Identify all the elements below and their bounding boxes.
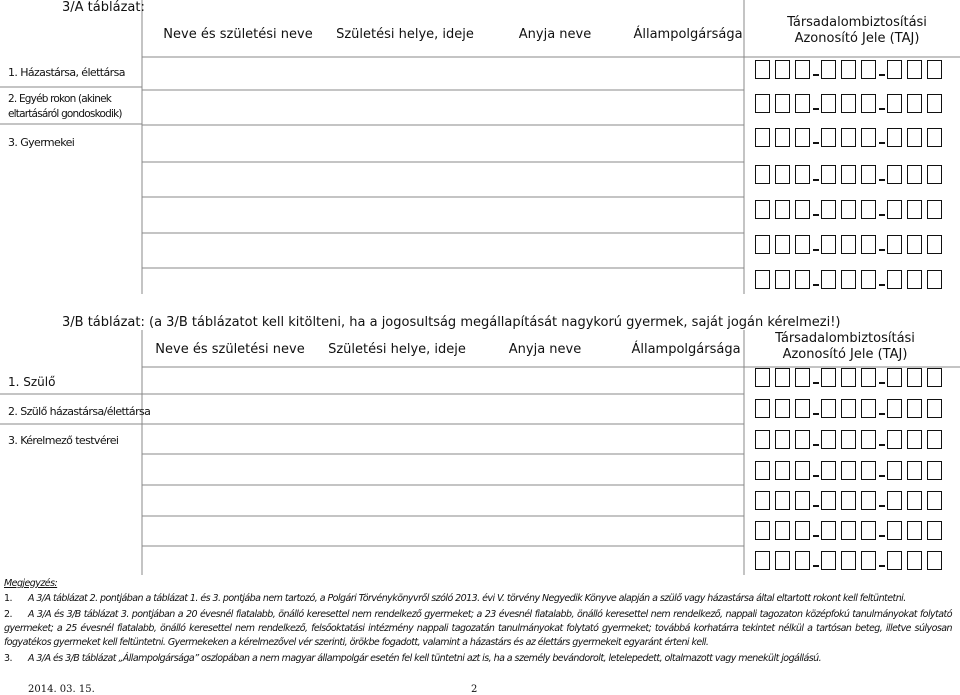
taj-dash [813, 565, 819, 567]
header-b-taj-line1: Társadalombiztosítási [775, 331, 915, 346]
taj-digit-box[interactable] [927, 461, 942, 480]
taj-dash [879, 108, 885, 110]
taj-digit-box[interactable] [841, 200, 856, 219]
taj-digit-box[interactable] [907, 270, 922, 289]
taj-digit-box[interactable] [907, 165, 922, 184]
taj-digit-box[interactable] [821, 491, 836, 510]
taj-dash [813, 142, 819, 144]
taj-digit-box[interactable] [907, 461, 922, 480]
taj-digit-box[interactable] [887, 521, 902, 540]
taj-digit-box[interactable] [907, 60, 922, 79]
taj-digit-box[interactable] [795, 461, 810, 480]
note-item [0, 652, 960, 666]
note-number: 3. [4, 653, 12, 664]
taj-digit-box[interactable] [841, 368, 856, 387]
taj-digit-box[interactable] [821, 60, 836, 79]
taj-digit-box[interactable] [821, 94, 836, 113]
taj-dash [813, 505, 819, 507]
taj-digit-box[interactable] [861, 94, 876, 113]
taj-input-b5[interactable] [755, 491, 955, 513]
taj-digit-box[interactable] [795, 235, 810, 254]
taj-digit-box[interactable] [907, 430, 922, 449]
header-b-taj-line2: Azonosító Jele (TAJ) [782, 347, 908, 362]
taj-digit-box[interactable] [887, 165, 902, 184]
taj-digit-box[interactable] [821, 368, 836, 387]
taj-digit-box[interactable] [887, 60, 902, 79]
taj-digit-box[interactable] [775, 551, 790, 570]
taj-digit-box[interactable] [841, 430, 856, 449]
taj-digit-box[interactable] [841, 165, 856, 184]
taj-digit-box[interactable] [861, 165, 876, 184]
notes-heading: Megjegyzés: [4, 578, 58, 589]
taj-digit-box[interactable] [907, 521, 922, 540]
taj-digit-box[interactable] [927, 128, 942, 147]
taj-input-a2[interactable] [755, 94, 955, 116]
taj-digit-box[interactable] [861, 551, 876, 570]
taj-digit-box[interactable] [755, 200, 770, 219]
note-number: 1. [4, 593, 12, 604]
taj-digit-box[interactable] [907, 368, 922, 387]
taj-digit-box[interactable] [927, 551, 942, 570]
note-text: A 3/A és 3/B táblázat 3. pontjában a 20 évesnél fiatalabb, önálló keresettel nem rendelkező gyermeket; a 23 évesnél fiatalabb, önálló keresettel nem rendelkező, nappali tagozaton középfokú tanulmányokat folytató gyermeket; a 25 évesnél fiatalabb, önálló keresettel nem rendelkező, felsőoktatási intézmény nappali tagozatán tanulmányokat folytató gyermeket; továbbá korhatárra tekintet nélkül a tartósan beteg, illetve súlyosan fogyatékos gyermeket kell feltüntetni. Gyermekeken a kérelmezővel vér szerinti, örökbe fogadott, valamint a házastárs és az élettárs gyermekeit egyaránt érteni kell. [4, 609, 952, 648]
taj-dash [879, 535, 885, 537]
taj-digit-box[interactable] [907, 399, 922, 418]
taj-digit-box[interactable] [755, 461, 770, 480]
taj-digit-box[interactable] [861, 399, 876, 418]
taj-digit-box[interactable] [861, 235, 876, 254]
taj-dash [813, 214, 819, 216]
row-label-siblings: 3. Kérelmező testvérei [8, 434, 119, 447]
taj-dash [813, 475, 819, 477]
taj-digit-box[interactable] [887, 551, 902, 570]
taj-dash [879, 249, 885, 251]
taj-digit-box[interactable] [861, 200, 876, 219]
taj-digit-box[interactable] [795, 128, 810, 147]
taj-digit-box[interactable] [861, 60, 876, 79]
taj-digit-box[interactable] [887, 461, 902, 480]
taj-dash [879, 565, 885, 567]
table-b-title: 3/B táblázat: (a 3/B táblázatot kell kitölteni, ha a jogosultság megállapítását nagykorú gyermek, saját jogán kérelmezi!) [62, 315, 841, 330]
taj-digit-box[interactable] [821, 128, 836, 147]
taj-digit-box[interactable] [775, 235, 790, 254]
taj-digit-box[interactable] [795, 94, 810, 113]
taj-digit-box[interactable] [821, 551, 836, 570]
taj-dash [879, 142, 885, 144]
taj-digit-box[interactable] [907, 128, 922, 147]
taj-digit-box[interactable] [775, 430, 790, 449]
taj-digit-box[interactable] [907, 235, 922, 254]
taj-digit-box[interactable] [887, 368, 902, 387]
taj-dash [813, 444, 819, 446]
taj-digit-box[interactable] [775, 200, 790, 219]
taj-digit-box[interactable] [927, 200, 942, 219]
taj-dash [813, 74, 819, 76]
taj-digit-box[interactable] [755, 94, 770, 113]
page-number: 2 [471, 684, 478, 695]
header-b-citizenship: Állampolgársága [631, 342, 741, 357]
note-item [0, 592, 960, 606]
taj-digit-box[interactable] [755, 60, 770, 79]
header-b-taj [740, 331, 950, 363]
taj-dash [879, 444, 885, 446]
taj-dash [813, 535, 819, 537]
taj-digit-box[interactable] [755, 551, 770, 570]
taj-dash [813, 249, 819, 251]
taj-dash [813, 179, 819, 181]
taj-digit-box[interactable] [795, 551, 810, 570]
taj-digit-box[interactable] [887, 270, 902, 289]
taj-input-b6[interactable] [755, 521, 955, 543]
taj-digit-box[interactable] [861, 270, 876, 289]
taj-digit-box[interactable] [795, 368, 810, 387]
header-mother: Anyja neve [518, 27, 592, 42]
row-label-parent: 1. Szülő [8, 375, 56, 389]
taj-digit-box[interactable] [861, 128, 876, 147]
taj-dash [813, 382, 819, 384]
taj-digit-box[interactable] [755, 491, 770, 510]
taj-digit-box[interactable] [841, 521, 856, 540]
row-label-spouse: 1. Házastársa, élettársa [8, 66, 125, 79]
taj-dash [813, 108, 819, 110]
taj-digit-box[interactable] [927, 521, 942, 540]
taj-dash [879, 214, 885, 216]
taj-digit-box[interactable] [861, 491, 876, 510]
taj-dash [879, 505, 885, 507]
taj-dash [813, 413, 819, 415]
taj-digit-box[interactable] [841, 128, 856, 147]
taj-digit-box[interactable] [795, 430, 810, 449]
taj-digit-box[interactable] [887, 128, 902, 147]
taj-digit-box[interactable] [861, 430, 876, 449]
taj-digit-box[interactable] [907, 94, 922, 113]
taj-digit-box[interactable] [795, 521, 810, 540]
note-item [0, 608, 960, 652]
taj-digit-box[interactable] [887, 430, 902, 449]
header-taj [752, 15, 960, 47]
taj-digit-box[interactable] [841, 235, 856, 254]
taj-digit-box[interactable] [887, 200, 902, 219]
taj-digit-box[interactable] [775, 94, 790, 113]
taj-dash [879, 284, 885, 286]
note-text: A 3/A táblázat 2. pontjában a táblázat 1. és 3. pontjába nem tartozó, a Polgári Törvénykönyvről szóló 2013. évi V. törvény Negyedik Könyve alapján a szülő vagy házastársa által eltartott rokont kell feltüntetni. [28, 593, 906, 604]
row-label-parent-spouse: 2. Szülő házastársa/élettársa [8, 405, 151, 418]
taj-digit-box[interactable] [861, 461, 876, 480]
taj-digit-box[interactable] [795, 200, 810, 219]
taj-input-a4[interactable] [755, 165, 955, 187]
taj-digit-box[interactable] [841, 94, 856, 113]
taj-input-b7[interactable] [755, 551, 955, 573]
taj-digit-box[interactable] [821, 430, 836, 449]
taj-digit-box[interactable] [775, 399, 790, 418]
taj-digit-box[interactable] [907, 200, 922, 219]
taj-digit-box[interactable] [927, 235, 942, 254]
taj-dash [879, 475, 885, 477]
header-name: Neve és születési neve [163, 27, 313, 42]
taj-digit-box[interactable] [755, 235, 770, 254]
taj-digit-box[interactable] [755, 368, 770, 387]
taj-digit-box[interactable] [821, 235, 836, 254]
taj-digit-box[interactable] [907, 551, 922, 570]
taj-digit-box[interactable] [841, 491, 856, 510]
taj-digit-box[interactable] [887, 491, 902, 510]
taj-input-b1[interactable] [755, 368, 955, 390]
taj-digit-box[interactable] [775, 60, 790, 79]
taj-input-a1[interactable] [755, 60, 955, 82]
taj-digit-box[interactable] [755, 521, 770, 540]
taj-digit-box[interactable] [841, 461, 856, 480]
taj-digit-box[interactable] [927, 94, 942, 113]
taj-digit-box[interactable] [927, 430, 942, 449]
taj-digit-box[interactable] [861, 368, 876, 387]
taj-dash [879, 413, 885, 415]
taj-digit-box[interactable] [775, 165, 790, 184]
taj-digit-box[interactable] [795, 165, 810, 184]
note-text: A 3/A és 3/B táblázat „Állampolgársága” oszlopában a nem magyar állampolgár esetén fel kell tüntetni azt is, ha a személy bevándorolt, letelepedett, oltalmazott vagy menekült jogállású. [28, 653, 822, 664]
taj-digit-box[interactable] [927, 165, 942, 184]
taj-dash [879, 74, 885, 76]
taj-digit-box[interactable] [755, 128, 770, 147]
taj-digit-box[interactable] [841, 60, 856, 79]
taj-digit-box[interactable] [795, 60, 810, 79]
row-label-children: 3. Gyermekei [8, 136, 75, 149]
taj-input-a5[interactable] [755, 200, 955, 222]
taj-digit-box[interactable] [841, 399, 856, 418]
taj-digit-box[interactable] [775, 128, 790, 147]
taj-digit-box[interactable] [795, 270, 810, 289]
taj-input-a7[interactable] [755, 270, 955, 292]
row-label-relative: 2. Egyéb rokon (akinek eltartásáról gondoskodik) [8, 93, 122, 120]
taj-digit-box[interactable] [775, 491, 790, 510]
taj-digit-box[interactable] [841, 551, 856, 570]
taj-digit-box[interactable] [775, 461, 790, 480]
taj-input-a3[interactable] [755, 128, 955, 150]
taj-digit-box[interactable] [821, 200, 836, 219]
taj-input-b4[interactable] [755, 461, 955, 483]
taj-digit-box[interactable] [887, 399, 902, 418]
taj-digit-box[interactable] [841, 270, 856, 289]
taj-digit-box[interactable] [795, 399, 810, 418]
taj-digit-box[interactable] [927, 399, 942, 418]
taj-dash [879, 179, 885, 181]
taj-digit-box[interactable] [755, 270, 770, 289]
taj-digit-box[interactable] [755, 430, 770, 449]
taj-dash [813, 284, 819, 286]
taj-digit-box[interactable] [861, 521, 876, 540]
taj-digit-box[interactable] [907, 491, 922, 510]
taj-digit-box[interactable] [821, 165, 836, 184]
taj-digit-box[interactable] [927, 491, 942, 510]
header-taj-line1: Társadalombiztosítási [787, 15, 927, 30]
taj-digit-box[interactable] [887, 94, 902, 113]
taj-input-a6[interactable] [755, 235, 955, 257]
taj-digit-box[interactable] [755, 165, 770, 184]
taj-digit-box[interactable] [821, 270, 836, 289]
taj-input-b3[interactable] [755, 430, 955, 452]
taj-digit-box[interactable] [821, 399, 836, 418]
taj-digit-box[interactable] [795, 491, 810, 510]
footer-date: 2014. 03. 15. [28, 684, 95, 695]
header-b-mother: Anyja neve [508, 342, 582, 357]
header-b-birth: Születési helye, ideje [328, 342, 466, 357]
taj-input-b2[interactable] [755, 399, 955, 421]
header-taj-line2: Azonosító Jele (TAJ) [794, 31, 920, 46]
header-birth: Születési helye, ideje [336, 27, 474, 42]
taj-digit-box[interactable] [775, 521, 790, 540]
note-number: 2. [4, 609, 12, 620]
table-a-title: 3/A táblázat: [62, 0, 145, 15]
taj-digit-box[interactable] [775, 368, 790, 387]
header-citizenship: Állampolgársága [633, 27, 743, 42]
taj-digit-box[interactable] [887, 235, 902, 254]
taj-dash [879, 382, 885, 384]
taj-digit-box[interactable] [927, 60, 942, 79]
header-b-name: Neve és születési neve [155, 342, 305, 357]
taj-digit-box[interactable] [821, 461, 836, 480]
taj-digit-box[interactable] [927, 270, 942, 289]
taj-digit-box[interactable] [821, 521, 836, 540]
taj-digit-box[interactable] [755, 399, 770, 418]
taj-digit-box[interactable] [775, 270, 790, 289]
taj-digit-box[interactable] [927, 368, 942, 387]
